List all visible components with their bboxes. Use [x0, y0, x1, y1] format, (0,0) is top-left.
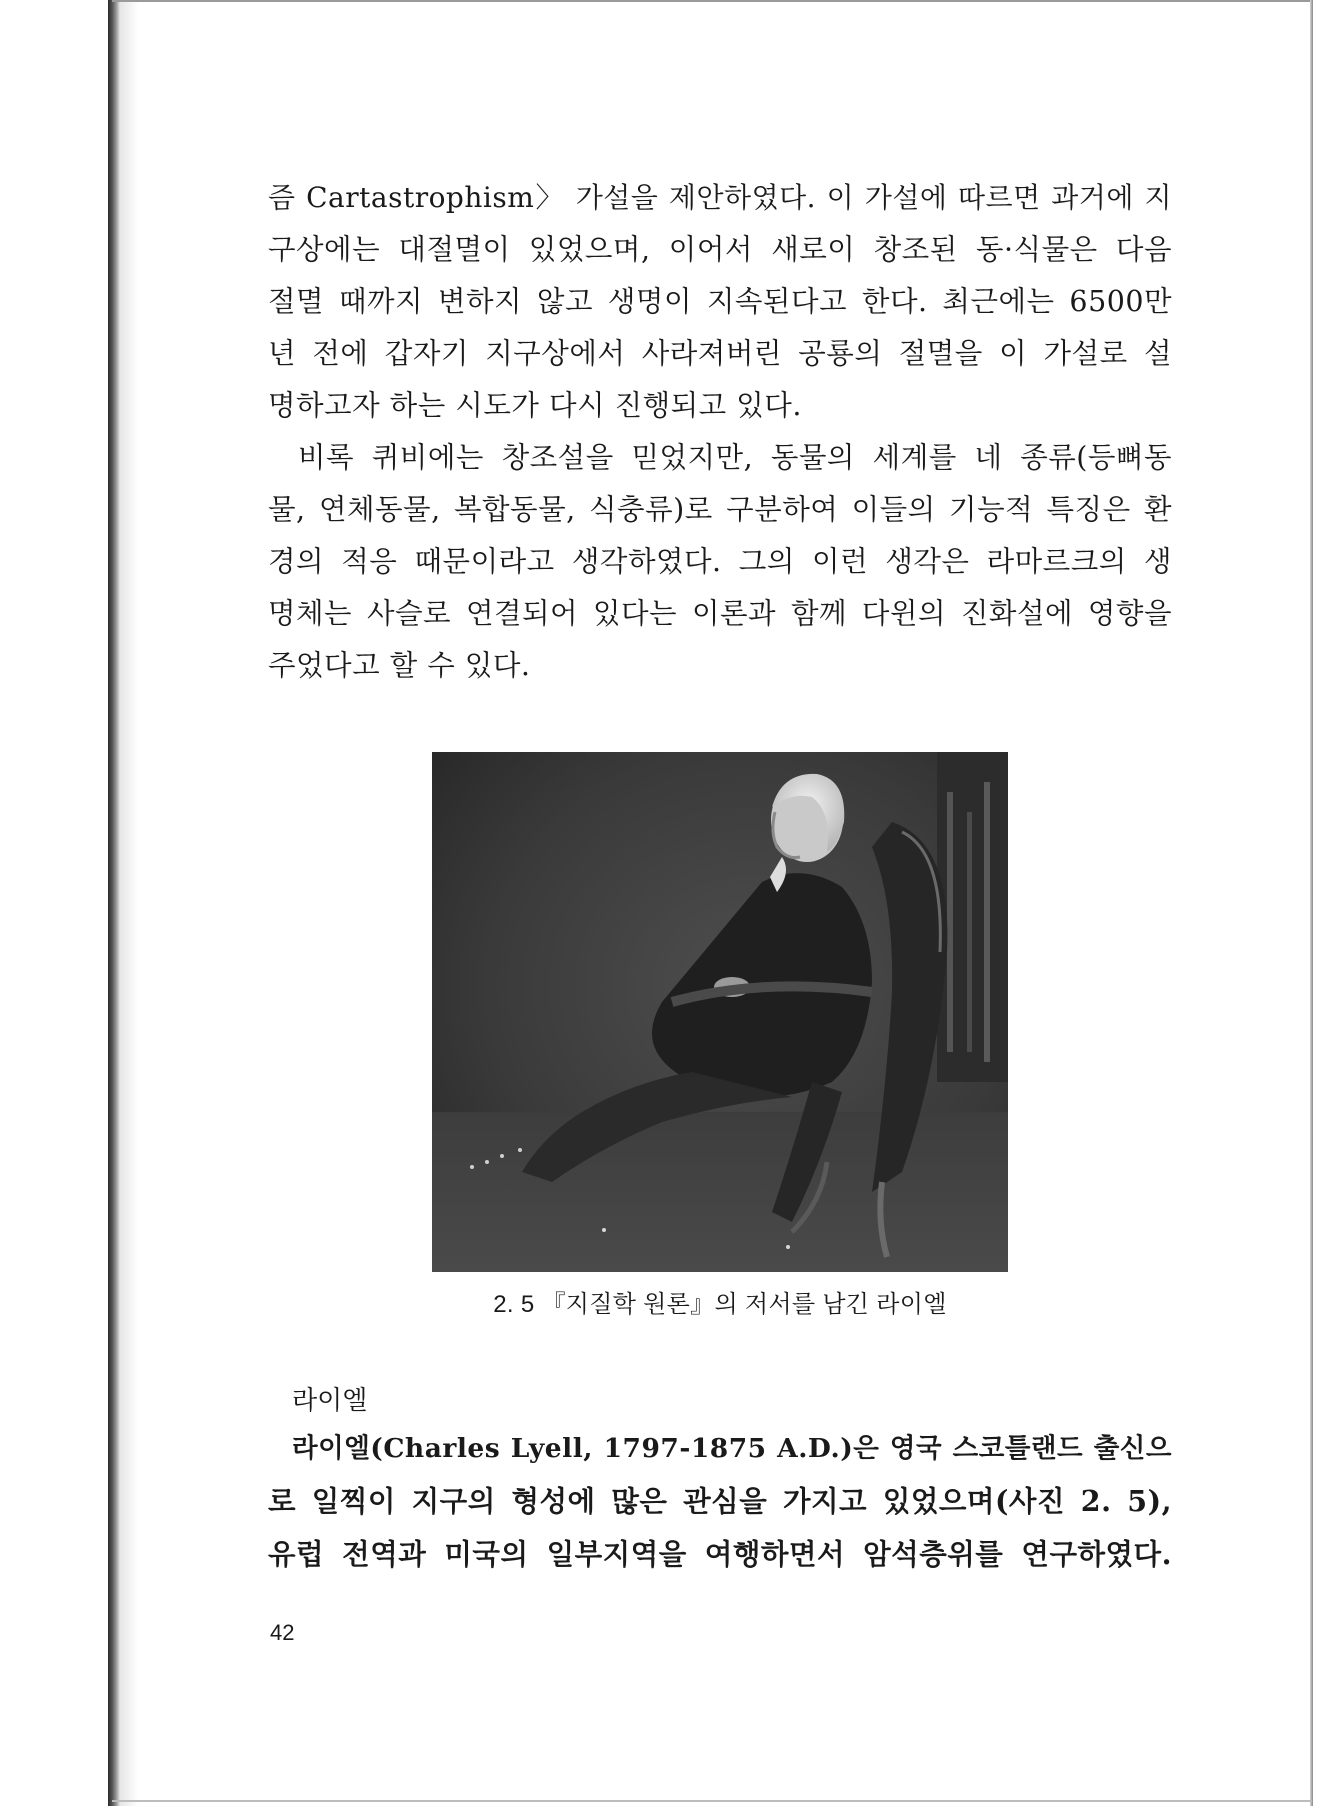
text-line: 명체는 사슬로 연결되어 있다는 이론과 함께 다윈의 진화설에 영향을	[268, 597, 1172, 630]
text-line: 년 전에 갑자기 지구상에서 사라져버린 공룡의 절멸을 이 가설로 설	[268, 337, 1172, 370]
paragraph-lyell	[268, 1422, 1172, 1581]
page-number: 42	[270, 1620, 295, 1645]
text-line: 물, 연체동물, 복합동물, 식충류)로 구분하여 이들의 기능적 특징은 환	[268, 493, 1172, 526]
lyell-portrait-photo	[432, 752, 1008, 1272]
text-line: 명하고자 하는 시도가 다시 진행되고 있다.	[268, 389, 802, 422]
section-heading: 라이엘	[292, 1385, 368, 1415]
page-top-edge	[112, 0, 1312, 2]
page-right-edge	[1310, 0, 1313, 1806]
text-line: 라이엘(Charles Lyell, 1797-1875 A.D.)은 영국 스코틀랜드 출신으	[292, 1433, 1172, 1464]
paragraph-catastrophism	[268, 172, 1172, 432]
text-line: 구상에는 대절멸이 있었으며, 이어서 새로이 창조된 동·식물은 다음	[268, 233, 1172, 266]
book-spine	[108, 0, 120, 1806]
figure-caption: 2. 5 『지질학 원론』의 저서를 남긴 라이엘	[493, 1291, 947, 1318]
text-line: 로 일찍이 지구의 형성에 많은 관심을 가지고 있었으며(사진 2. 5),	[268, 1484, 1172, 1518]
page-bottom-edge	[112, 1800, 1312, 1802]
text-line: 주었다고 할 수 있다.	[268, 649, 531, 682]
text-line: 절멸 때까지 변하지 않고 생명이 지속된다고 한다. 최근에는 6500만	[268, 285, 1172, 318]
text-line: 즘 Cartastrophism〉 가설을 제안하였다. 이 가설에 따르면 과거에 지	[268, 181, 1172, 214]
spine-shadow	[120, 0, 138, 1806]
paragraph-cuvier	[268, 432, 1172, 692]
text-line: 경의 적응 때문이라고 생각하였다. 그의 이런 생각은 라마르크의 생	[268, 545, 1172, 578]
text-line: 비록 퀴비에는 창조설을 믿었지만, 동물의 세계를 네 종류(등뼈동	[298, 441, 1172, 474]
text-line: 유럽 전역과 미국의 일부지역을 여행하면서 암석층위를 연구하였다.	[268, 1537, 1172, 1571]
